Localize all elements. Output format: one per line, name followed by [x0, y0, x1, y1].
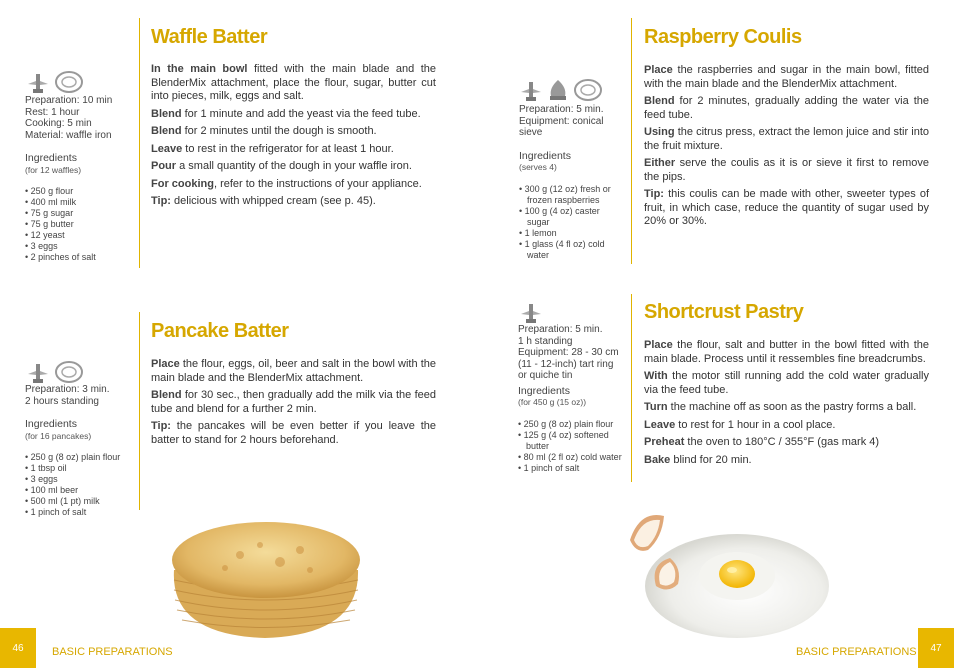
step-text: the flour, eggs, oil, beer and salt in the bowl with the main blade and the BlenderMix attachment.	[151, 358, 436, 384]
step-lead: Tip:	[151, 420, 171, 432]
ingredients-label: Ingredients	[25, 418, 77, 430]
step-text: blind for 20 min.	[670, 453, 752, 466]
section-label-right: BASIC PREPARATIONS	[796, 646, 917, 658]
blade-icon	[26, 72, 50, 94]
prep-line: Rest: 1 hour	[25, 106, 80, 118]
step	[151, 178, 436, 192]
section-label-left: BASIC PREPARATIONS	[52, 646, 173, 658]
step-lead: For cooking	[151, 177, 214, 190]
prep-line: Equipment: 28 - 30 cm	[518, 347, 619, 358]
raspberry-sidebar	[519, 104, 624, 261]
step-lead: With	[644, 370, 668, 382]
step-text: the citrus press, extract the lemon juice and stir into the fruit mixture.	[644, 126, 929, 152]
serving-note: (for 16 pancakes)	[25, 430, 92, 441]
step-text: for 1 minute and add the yeast via the feed tube.	[181, 107, 421, 120]
prep-line: sieve	[519, 127, 543, 138]
step	[151, 63, 436, 104]
step-text: the raspberries and sugar in the main bowl, fitted with the main blade and the BlenderMix attachment.	[644, 64, 929, 90]
pancake-icons	[26, 360, 84, 384]
ingredients-label: Ingredients	[518, 384, 570, 397]
serving-note: (for 450 g (15 oz))	[518, 397, 587, 407]
step-text: , refer to the instructions of your appliance.	[213, 177, 422, 190]
step	[151, 195, 436, 209]
ingredient-item: • 250 g (8 oz) plain flour	[518, 419, 626, 430]
prep-line: Preparation: 10 min	[25, 95, 113, 106]
ingredient-item: • 500 ml (1 pt) milk	[25, 496, 133, 507]
ingredient-item: • 250 g (8 oz) plain flour	[25, 452, 133, 463]
prep-line: or quiche tin	[518, 370, 573, 381]
waffle-instructions	[151, 63, 436, 213]
step-text: the pancakes will be even better if you leave the batter to stand for 2 hours beforehand.	[151, 420, 436, 446]
step-text: fitted with the main blade and the BlenderMix attachment, place the flour, sugar, butter cut into pieces, milk, eggs and salt.	[151, 63, 436, 102]
ingredient-item: • 3 eggs	[25, 474, 133, 485]
prep-line: Material: waffle iron	[25, 129, 112, 141]
page-number-right: 47	[918, 628, 954, 668]
step-text: the motor still running add the cold water gradually via the feed tube.	[644, 370, 929, 396]
step-text: for 30 sec., then gradually add the milk via the feed tube and blend for a further 2 min.	[151, 389, 436, 415]
blade-icon	[519, 80, 543, 102]
step-text: to rest in the refrigerator for at least 1 hour.	[182, 142, 394, 155]
step-lead: Blend	[644, 95, 675, 107]
step	[644, 157, 929, 184]
step-lead: Tip:	[151, 195, 171, 207]
prep-line: Equipment: conical	[519, 115, 604, 127]
step	[151, 389, 436, 416]
step-lead: Place	[151, 358, 180, 370]
step-text: the oven to 180°C / 355°F (gas mark 4)	[684, 436, 880, 448]
step-lead: Either	[644, 157, 676, 169]
step	[151, 420, 436, 447]
prep-line: Preparation: 3 min.	[25, 384, 110, 395]
step-lead: Using	[644, 126, 675, 138]
step-text: this coulis can be made with other, sweeter types of fruit, in which case, reduce the quantity of sugar used by 20% or 30%.	[644, 188, 929, 227]
ingredients-list	[25, 186, 133, 263]
step-lead: Leave	[151, 142, 183, 155]
blade-icon	[26, 362, 50, 384]
waffle-icons	[26, 70, 84, 94]
prep-line: 1 h standing	[518, 335, 573, 347]
prep-line: Preparation: 5 min.	[519, 104, 604, 115]
pancake-stack-image	[160, 500, 370, 640]
step-lead: Place	[644, 339, 673, 351]
step-text: for 2 minutes until the dough is smooth.	[181, 125, 377, 137]
step	[644, 95, 929, 122]
ingredient-item: • 1 tbsp oil	[25, 463, 133, 474]
recipe-title: Shortcrust Pastry	[644, 301, 804, 323]
prep-line: 2 hours standing	[25, 395, 99, 407]
ingredients-list	[519, 184, 624, 261]
recipe-title: Raspberry Coulis	[644, 26, 802, 48]
step-lead: Tip:	[644, 188, 664, 200]
waffle-sidebar	[25, 95, 133, 263]
step-text: for 2 minutes, gradually adding the water via the feed tube.	[644, 95, 929, 121]
step-text: delicious with whipped cream (see p. 45).	[170, 195, 376, 207]
shortcrust-sidebar	[518, 324, 626, 474]
divider	[631, 294, 632, 482]
recipe-title: Waffle Batter	[151, 26, 268, 48]
step-lead: Pour	[151, 160, 177, 172]
blendermix-icon	[54, 70, 84, 94]
citrus-press-icon	[547, 78, 569, 102]
ingredient-item: • 1 lemon	[519, 228, 624, 239]
step	[644, 401, 929, 415]
blendermix-icon	[54, 360, 84, 384]
step-lead: Turn	[644, 401, 668, 413]
step	[644, 436, 929, 450]
ingredient-item: • 75 g butter	[25, 219, 133, 230]
step	[151, 358, 436, 385]
prep-line: Preparation: 5 min.	[518, 324, 603, 335]
ingredient-item: • 300 g (12 oz) fresh or frozen raspberries	[519, 184, 624, 206]
step	[644, 454, 929, 468]
step-lead: In the main bowl	[151, 63, 248, 75]
step-text: serve the coulis as it is or sieve it first to remove the pips.	[644, 157, 929, 183]
step	[644, 188, 929, 229]
step-text: a small quantity of the dough in your waffle iron.	[176, 160, 412, 172]
step	[644, 64, 929, 91]
ingredient-item: • 12 yeast	[25, 230, 133, 241]
prep-line: (11 - 12-inch) tart ring	[518, 358, 614, 370]
page-number-left: 46	[0, 628, 36, 668]
step-lead: Preheat	[644, 436, 685, 448]
shortcrust-icons	[519, 300, 543, 324]
step	[644, 419, 929, 433]
ingredient-item: • 1 pinch of salt	[518, 463, 626, 474]
step-lead: Bake	[644, 453, 671, 466]
step-text: the machine off as soon as the pastry forms a ball.	[667, 401, 917, 413]
step	[151, 108, 436, 122]
step-lead: Leave	[644, 418, 676, 431]
step-lead: Blend	[151, 107, 182, 120]
raspberry-icons	[519, 78, 603, 102]
step-lead: Blend	[151, 125, 182, 137]
ingredient-item: • 3 eggs	[25, 241, 133, 252]
blade-icon	[519, 302, 543, 324]
step-lead: Blend	[151, 389, 182, 401]
ingredient-item: • 250 g flour	[25, 186, 133, 197]
serving-note: (serves 4)	[519, 162, 557, 172]
flour-egg-image	[612, 498, 832, 643]
divider	[139, 18, 140, 268]
ingredients-label: Ingredients	[519, 149, 571, 162]
ingredient-item: • 2 pinches of salt	[25, 252, 133, 263]
recipe-title: Pancake Batter	[151, 320, 289, 342]
step-lead: Place	[644, 64, 673, 76]
serving-note: (for 12 waffles)	[25, 164, 82, 175]
step	[151, 143, 436, 157]
step	[644, 370, 929, 397]
pancake-instructions	[151, 358, 436, 451]
prep-line: Cooking: 5 min	[25, 118, 92, 129]
step	[644, 126, 929, 153]
ingredient-item: • 1 glass (4 fl oz) cold water	[519, 239, 624, 261]
divider	[631, 18, 632, 264]
step	[644, 339, 929, 366]
step	[151, 125, 436, 139]
shortcrust-instructions	[644, 339, 929, 471]
ingredient-item: • 75 g sugar	[25, 208, 133, 219]
raspberry-instructions	[644, 64, 929, 233]
ingredient-item: • 125 g (4 oz) softened butter	[518, 430, 626, 452]
pancake-sidebar	[25, 384, 133, 518]
ingredient-item: • 80 ml (2 fl oz) cold water	[518, 452, 626, 463]
blendermix-icon	[573, 78, 603, 102]
ingredient-item: • 100 g (4 oz) caster sugar	[519, 206, 624, 228]
ingredient-item: • 100 ml beer	[25, 485, 133, 496]
step	[151, 160, 436, 174]
ingredients-list	[518, 419, 626, 474]
ingredients-label: Ingredients	[25, 152, 77, 164]
step-text: the flour, salt and butter in the bowl fitted with the main blade. Process until it ressembles fine breadcrumbs.	[644, 339, 929, 365]
ingredients-list	[25, 452, 133, 518]
divider	[139, 312, 140, 510]
ingredient-item: • 400 ml milk	[25, 197, 133, 208]
step-text: to rest for 1 hour in a cool place.	[675, 418, 836, 431]
ingredient-item: • 1 pinch of salt	[25, 507, 133, 518]
